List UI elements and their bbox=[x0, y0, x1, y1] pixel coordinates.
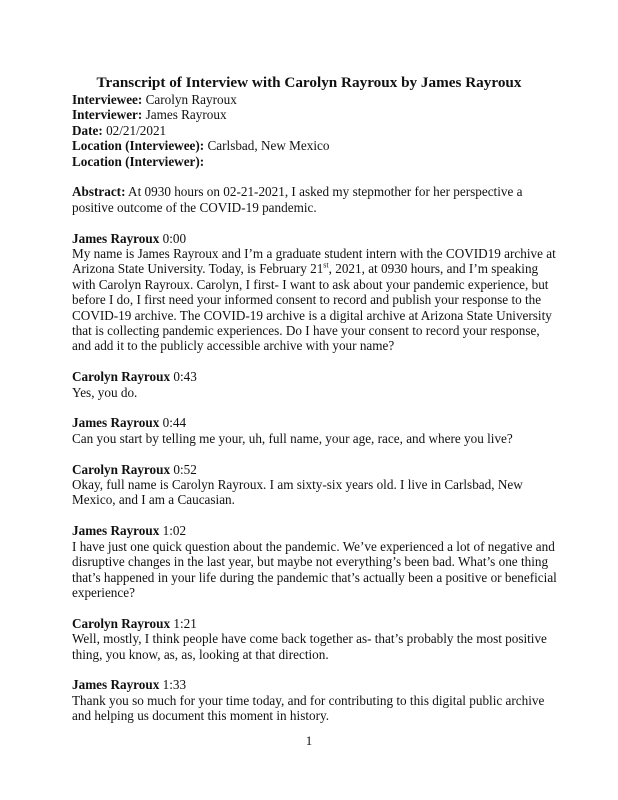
speaker-name: Carolyn Rayroux bbox=[72, 461, 171, 477]
speaker-line bbox=[72, 415, 558, 430]
speaker-line bbox=[72, 616, 558, 631]
speaker-line bbox=[72, 462, 558, 477]
utterance-text-part: , 2021, at 0930 hours, and I’m speaking with Carolyn Rayroux. Carolyn, I first- I want to ask about your pandemic experience, but before I do, I first need your informed consent to record and publish your response to the COVID-19 archive. The COVID-19 archive is a digital archive at Arizona State University that is collecting pandemic experiences. Do I have your consent to record your response, and add it to the publicly accessible archive with your name? bbox=[72, 261, 552, 354]
location-interviewer-label: Location (Interviewer): bbox=[72, 153, 205, 169]
location-interviewee-label: Location (Interviewee): bbox=[72, 138, 205, 154]
abstract bbox=[72, 184, 558, 215]
speaker-line bbox=[72, 369, 558, 384]
date-label: Date: bbox=[72, 122, 103, 138]
transcript-turn bbox=[72, 523, 558, 600]
utterance-text: Yes, you do. bbox=[72, 384, 138, 400]
utterance-text: Can you start by telling me your, uh, full name, your age, race, and where you live? bbox=[72, 430, 513, 446]
utterance-text: Well, mostly, I think people have come back together as- that’s probably the most positive thing, you know, as, as, looking at that direction. bbox=[72, 631, 547, 662]
timestamp: 0:00 bbox=[162, 230, 187, 246]
utterance-text-part: My name is James Rayroux and I’m a graduate student intern with the COVID19 archive at Arizona State University. Today, is February 21 bbox=[72, 246, 556, 277]
transcript-turn bbox=[72, 677, 558, 723]
page-number: 1 bbox=[305, 733, 313, 748]
location-interviewee-value: Carlsbad, New Mexico bbox=[207, 138, 330, 154]
date-value: 02/21/2021 bbox=[106, 122, 167, 138]
transcript-turn bbox=[72, 415, 558, 446]
speaker-name: Carolyn Rayroux bbox=[72, 615, 171, 631]
timestamp: 1:02 bbox=[162, 523, 187, 539]
speaker-name: Carolyn Rayroux bbox=[72, 369, 171, 385]
date-line bbox=[72, 123, 558, 138]
transcript-turn bbox=[72, 369, 558, 400]
timestamp: 0:44 bbox=[162, 415, 187, 431]
interviewer-value: James Rayroux bbox=[145, 107, 227, 123]
transcript-page bbox=[72, 74, 558, 724]
timestamp: 0:43 bbox=[173, 369, 197, 385]
speaker-line bbox=[72, 677, 558, 692]
abstract-label: Abstract: bbox=[72, 184, 126, 200]
utterance-text: I have just one quick question about the pandemic. We’ve experienced a lot of negative and disruptive changes in the last year, but maybe not everything’s been bad. What’s one thing that’s happened in your life during the pandemic that’s actually been a positive or beneficial experience? bbox=[72, 538, 557, 600]
interviewer-line bbox=[72, 107, 558, 122]
speaker-name: James Rayroux bbox=[72, 415, 160, 431]
utterance-text: Okay, full name is Carolyn Rayroux. I am sixty-six years old. I live in Carlsbad, New Mexico, and I am a Caucasian. bbox=[72, 477, 523, 508]
ordinal-suffix: st bbox=[323, 261, 329, 271]
transcript-turn bbox=[72, 616, 558, 662]
speaker-name: James Rayroux bbox=[72, 677, 160, 693]
transcript-turn bbox=[72, 231, 558, 354]
interviewee-label: Interviewee: bbox=[72, 92, 143, 107]
document-title: Transcript of Interview with Carolyn Rayroux by James Rayroux bbox=[96, 74, 522, 91]
speaker-name: James Rayroux bbox=[72, 523, 160, 539]
speaker-name: James Rayroux bbox=[72, 230, 160, 246]
speaker-line bbox=[72, 231, 558, 246]
interviewer-label: Interviewer: bbox=[72, 107, 143, 123]
interviewee-line bbox=[72, 92, 558, 107]
timestamp: 1:21 bbox=[173, 615, 197, 631]
metadata-block bbox=[72, 92, 558, 169]
transcript-turn bbox=[72, 462, 558, 508]
timestamp: 0:52 bbox=[173, 461, 197, 477]
utterance-text: Thank you so much for your time today, and for contributing to this digital public archive and helping us document this moment in history. bbox=[72, 692, 545, 724]
location-interviewee-line bbox=[72, 138, 558, 153]
interviewee-value: Carolyn Rayroux bbox=[145, 92, 237, 107]
utterance-text bbox=[72, 246, 558, 354]
speaker-line bbox=[72, 523, 558, 538]
abstract-text: At 0930 hours on 02-21-2021, I asked my stepmother for her perspective a positive outcome of the COVID-19 pandemic. bbox=[72, 184, 523, 215]
timestamp: 1:33 bbox=[162, 677, 187, 693]
location-interviewer-line bbox=[72, 154, 558, 169]
